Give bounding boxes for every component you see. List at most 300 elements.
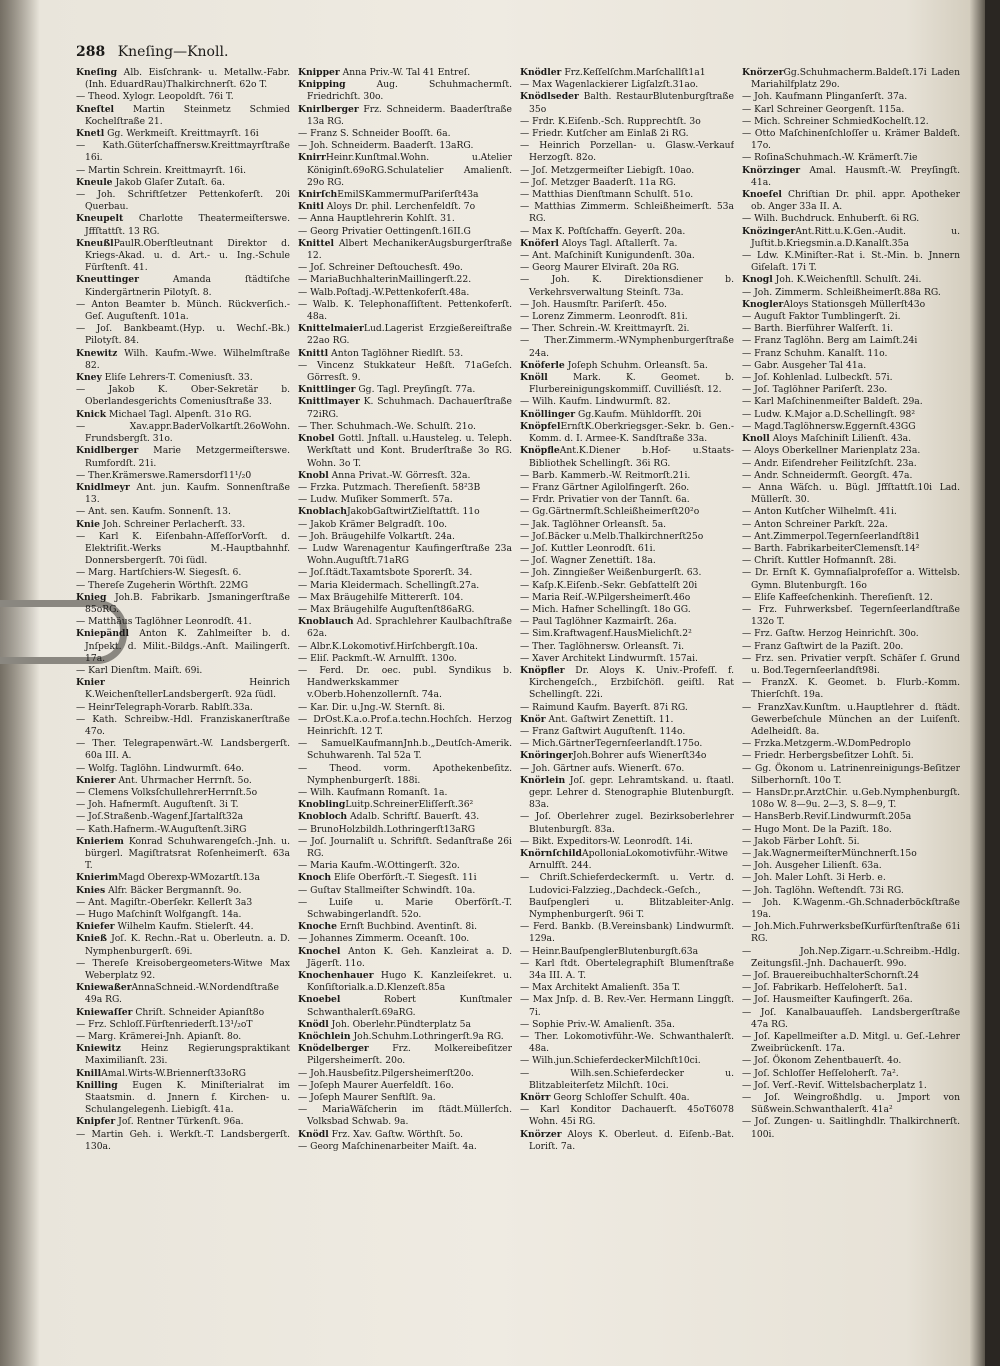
directory-entry xyxy=(520,311,734,323)
entry-details: — Marg. Krämerei-Jnh. Apianſt. 8o. xyxy=(76,1031,242,1043)
entry-details: — Max Bräugehilfe Auguſtenſt86aRG. xyxy=(298,603,475,615)
entry-details: Ant.K.Diener b.Hof- u.Staats-Bibliothek Schellingſt. 36i RG. xyxy=(529,445,734,469)
entry-details: Frz. Xav. Gaſtw. Wörthſt. 5o. xyxy=(328,1128,463,1140)
directory-entry xyxy=(298,396,512,420)
directory-entry xyxy=(76,384,290,408)
entry-details: Ant. jun. Kaufm. Sonnenſtraße 13. xyxy=(85,481,290,506)
entry-surname: Knipper xyxy=(298,67,340,78)
directory-entry xyxy=(76,421,290,445)
directory-entry xyxy=(76,104,290,128)
entry-details: — Anton Beamter b. Münch. Rückverſich.-Geſ. Auguſtenſt. 101a. xyxy=(76,298,290,323)
entry-details: — Joſ. Kohlenlad. Lulbeckſt. 57i. xyxy=(742,372,893,384)
entry-details: — Joſ. Schreiner Deſtouchesſt. 49o. xyxy=(298,262,463,274)
directory-entry xyxy=(298,1080,512,1092)
directory-entry xyxy=(298,104,512,128)
entry-details: Aloys Tagl. Aſtallerſt. 7a. xyxy=(558,237,678,249)
entry-surname: Knöchlein xyxy=(298,1031,351,1043)
entry-details: — Joſ.Straßenb.-Wagenf.Jſartalſt32a xyxy=(76,811,244,823)
entry-surname: Kneſing xyxy=(76,67,118,78)
directory-entry xyxy=(76,348,290,372)
entry-details: Anton Taglöhner Riedlſt. 53. xyxy=(328,347,464,359)
entry-details: Luitp.SchreinerEliſſerſt.36² xyxy=(345,799,474,811)
directory-entry xyxy=(742,1068,960,1080)
directory-entry xyxy=(742,287,960,299)
entry-details: Chriſtian Dr. phil. appr. Apotheker ob. Anger 33a II. A. xyxy=(751,189,960,213)
directory-entry xyxy=(520,1019,734,1031)
directory-entry xyxy=(520,994,734,1018)
directory-entry xyxy=(76,470,290,482)
entry-details: — Joſ. Schloſſer Heſſeloherſt. 7a². xyxy=(742,1067,899,1079)
directory-entry xyxy=(520,1068,734,1092)
entry-details: Gg.Schuhmacherm.Baldeſt.17i Laden Mariahilfplatz 29o. xyxy=(751,67,960,91)
entry-details: — Wilh. Kaufmann Romanſt. 1a. xyxy=(298,786,448,798)
entry-details: — Ldw. K.Miniſter.-Rat i. St.-Min. b. Jnnern Giſelaſt. 17i T. xyxy=(742,250,960,274)
entry-details: AnnaSchneid.-W.Nordendſtraße 49a RG. xyxy=(85,982,279,1006)
entry-details: — Ant. Maſchiniſt Kunigundenſt. 30a. xyxy=(520,250,695,262)
directory-entry xyxy=(76,165,290,177)
directory-entry xyxy=(298,384,512,396)
directory-entry xyxy=(742,872,960,884)
entry-details: — Andr. Eiſendreher Feilitzſchſt. 23a. xyxy=(742,457,917,469)
entry-details: Ad. Sprachlehrer Kaulbachſtraße 62a. xyxy=(307,616,512,640)
entry-surname: Knipfer xyxy=(76,1116,116,1128)
directory-entry xyxy=(742,1007,960,1031)
directory-entry xyxy=(76,1043,290,1067)
directory-entry xyxy=(76,445,290,469)
entry-details: — Joſ. Verſ.-Reviſ. Wittelsbacherplatz 1. xyxy=(742,1079,927,1091)
entry-surname: Knogler xyxy=(742,298,784,310)
directory-entry xyxy=(298,1129,512,1141)
directory-entry xyxy=(76,580,290,592)
entry-details: — Joh. Zimmerm. Schleißheimerſt.88a RG. xyxy=(742,286,941,298)
entry-details: — Joh. Schriftſetzer Pettenkoferſt. 20i Querbau. xyxy=(76,189,290,213)
directory-entry xyxy=(298,519,512,531)
entry-surname: Knochel xyxy=(298,945,341,957)
entry-details: Amanda ſtädtiſche Kindergärtnerin Pilotyſt. 8. xyxy=(85,274,290,298)
directory-entry xyxy=(520,592,734,604)
entry-details: Ant. Gaſtwirt Zenettiſt. 11. xyxy=(545,713,674,725)
directory-entry xyxy=(520,750,734,762)
entry-details: — Maria Reiſ.-W.Pilgersheimerſt.46o xyxy=(520,591,691,603)
directory-entry xyxy=(520,299,734,311)
entry-details: — Friedr. Herbergsbeſitzer Lohſt. 5i. xyxy=(742,750,914,762)
entry-details: — Barb. Kammerb.-W. Reitmorſt.21i. xyxy=(520,469,691,481)
directory-entry xyxy=(76,177,290,189)
directory-entry xyxy=(520,702,734,714)
directory-entry xyxy=(520,470,734,482)
directory-entry xyxy=(520,372,734,396)
directory-entry xyxy=(520,653,734,665)
directory-entry xyxy=(742,213,960,225)
entry-details: Joh. Oberlehr.Pündterplatz 5a xyxy=(328,1018,471,1030)
entry-details: Lud.Lagerist Erzgießereiſtraße 22ao RG. xyxy=(307,323,512,347)
entry-surname: Knirlberger xyxy=(298,103,359,115)
directory-entry xyxy=(742,836,960,848)
entry-details: — Joh. Hausmſtr. Pariſerſt. 45o. xyxy=(520,298,667,310)
entry-details: — Hugo Maſchinſt Wolfgangſt. 14a. xyxy=(76,909,242,921)
directory-entry xyxy=(742,67,960,91)
directory-entry xyxy=(520,189,734,201)
directory-entry xyxy=(76,506,290,518)
entry-details: Michael Tagl. Alpenſt. 31o RG. xyxy=(106,408,252,420)
entry-details: Chriſt. Schneider Apianſt8o xyxy=(132,1006,265,1018)
entry-details: — Joſ. Oberlehrer zugel. Bezirksoberlehrer Blutenburgſt. 83a. xyxy=(520,811,734,835)
directory-entry xyxy=(298,921,512,933)
directory-entry xyxy=(520,262,734,274)
entry-details: — Ther. Lokomotivführ.-We. Schwanthalerſt. 48a. xyxy=(520,1031,734,1055)
entry-details: — Ther.Zimmerm.-WNymphenburgerſtraße 24a. xyxy=(520,335,734,359)
entry-details: Balth. RestaurBlutenburgſtraße 35o xyxy=(529,91,734,115)
entry-surname: Kney xyxy=(76,372,102,384)
entry-details: — SamuelKaufmannJnh.b.„Deutſch-Amerik. Schuhwarenh. Tal 52a T. xyxy=(298,738,512,762)
directory-entry xyxy=(742,421,960,433)
entry-details: Georg Schloſſer Schulſt. 40a. xyxy=(550,1092,690,1104)
entry-details: — Georg Maurer Elviraſt. 20a RG. xyxy=(520,262,680,274)
directory-entry xyxy=(742,226,960,250)
directory-entry xyxy=(298,67,512,79)
directory-entry xyxy=(520,555,734,567)
entry-details: Eliſe Lehrers-T. Comeniusſt. 33. xyxy=(101,372,253,384)
directory-entry xyxy=(742,506,960,518)
entry-surname: Knoll xyxy=(742,433,770,445)
directory-entry xyxy=(76,274,290,298)
entry-surname: Knieß xyxy=(76,933,107,945)
directory-entry xyxy=(742,1080,960,1092)
entry-details: — Magd.Taglöhnersw.Eggernſt.43GG xyxy=(742,420,916,432)
entry-details: — Franz Gaſtwirt Auguſtenſt. 114o. xyxy=(520,725,686,737)
directory-entry xyxy=(76,909,290,921)
entry-details: — Wilh. Kaufm. Lindwurmſt. 82. xyxy=(520,396,671,408)
entry-surname: Knilling xyxy=(76,1079,118,1091)
entry-surname: Kneupelt xyxy=(76,213,124,225)
entry-surname: Knöpfle xyxy=(520,445,560,457)
directory-entry xyxy=(76,592,290,616)
directory-entry xyxy=(742,396,960,408)
directory-entry xyxy=(298,470,512,482)
page-number: 288 xyxy=(76,44,106,60)
entry-details: — Frdr. K.Eiſenb.-Sch. Rupprechtſt. 3o xyxy=(520,115,701,127)
entry-surname: Knödl xyxy=(298,1128,329,1140)
entry-details: — HansBerb.Reviſ.Lindwurmſt.205a xyxy=(742,811,912,823)
directory-entry xyxy=(742,738,960,750)
entry-surname: Knitl xyxy=(298,201,324,213)
directory-entry xyxy=(742,433,960,445)
entry-details: Frz.Keſſelſchm.Marſchallſt1a1 xyxy=(561,67,706,78)
directory-entry xyxy=(742,824,960,836)
entry-details: — Gg.Gärtnermſt.Schleißheimerſt20²o xyxy=(520,506,700,518)
directory-entry xyxy=(298,836,512,860)
directory-entry xyxy=(520,201,734,225)
entry-details: — Kath.Hafnerm.-W.Auguſtenſt.3iRG xyxy=(76,823,247,835)
entry-details: — Max Wagenlackierer Ligſalzſt.31ao. xyxy=(520,79,699,91)
entry-surname: Knie xyxy=(76,518,101,530)
entry-details: — Ther. Schuhmach.-We. Schulſt. 21o. xyxy=(298,420,476,432)
entry-details: — FranzXav.Kunſtm. u.Hauptlehrer d. ſtädt. Gewerbeſchule München an der Luiſenſt. Adelheidſt. 8a. xyxy=(742,701,960,737)
entry-details: — Joſ. BrauereibuchhalterSchornſt.24 xyxy=(742,970,919,982)
entry-details: Aug. Schuhmachermſt. Friedrichſt. 30o. xyxy=(307,79,512,103)
directory-entry xyxy=(520,531,734,543)
entry-surname: Knobling xyxy=(298,799,346,811)
directory-entry xyxy=(520,519,734,531)
directory-entry xyxy=(742,1031,960,1055)
directory-entry xyxy=(742,970,960,982)
entry-details: — Barth. Bierführer Walſerſt. 1i. xyxy=(742,323,894,335)
entry-surname: Knieriem xyxy=(76,835,124,847)
entry-details: — Joſ. Fabrikarb. Heſſeloherſt. 5a1. xyxy=(742,982,908,994)
entry-surname: Knill xyxy=(76,1067,102,1079)
directory-entry xyxy=(742,994,960,1006)
directory-entry xyxy=(742,299,960,311)
entry-surname: Knipping xyxy=(298,79,346,91)
entry-details: — Frz. Fuhrwerksbeſ. Tegernſeerlandſtraße 132o T. xyxy=(742,603,960,628)
entry-details: Wilhelm Kaufm. Stielerſt. 44. xyxy=(114,921,254,933)
directory-entry xyxy=(520,726,734,738)
directory-entry xyxy=(76,885,290,897)
directory-entry xyxy=(298,811,512,823)
directory-entry xyxy=(742,885,960,897)
entry-details: — Joſ. Ökonom Zehentbauerſt. 4o. xyxy=(742,1055,902,1067)
entry-details: Joſ. K. Rechn.-Rat u. Oberleutn. a. D. Nymphenburgerſt. 69i. xyxy=(85,933,290,957)
entry-surname: Knoche xyxy=(298,921,337,933)
directory-entry xyxy=(742,445,960,457)
binding-shadow xyxy=(0,0,40,1366)
entry-details: — Friedr. Kutſcher am Einlaß 2i RG. xyxy=(520,128,689,140)
directory-entry xyxy=(520,641,734,653)
directory-entry xyxy=(298,506,512,518)
entry-details: Gg.Kaufm. Mühldorfſt. 20i xyxy=(575,408,702,420)
directory-entry xyxy=(520,872,734,921)
entry-details: — Kaſp.K.Eiſenb.-Sekr. Gebſattelſt 20i xyxy=(520,579,698,591)
entry-details: — Raimund Kaufm. Bayerſt. 87i RG. xyxy=(520,701,688,713)
directory-entry xyxy=(298,299,512,323)
entry-details: Wilh. Kaufm.-Wwe. Wilhelmſtraße 82. xyxy=(85,347,290,371)
directory-entry xyxy=(298,897,512,921)
directory-entry xyxy=(76,921,290,933)
directory-entry xyxy=(520,1092,734,1104)
entry-details: — FranzX. K. Geomet. b. Flurb.-Komm. Thierſchſt. 19a. xyxy=(742,677,960,701)
directory-entry xyxy=(76,1007,290,1019)
entry-details: Jakob Glaſer Zutaſt. 6a. xyxy=(112,176,226,188)
entry-details: — Georg Maſchinenarbeiter Maiſt. 4a. xyxy=(298,1140,477,1152)
entry-details: — Joſ. Wagner Zenettiſt. 18a. xyxy=(520,555,656,567)
entry-details: — Walb. K. Telephonaſſiſtent. Pettenkoferſt. 48a. xyxy=(298,298,512,323)
directory-entry xyxy=(520,482,734,494)
directory-entry xyxy=(742,1092,960,1116)
directory-entry xyxy=(742,677,960,701)
directory-entry xyxy=(76,519,290,531)
directory-entry xyxy=(298,348,512,360)
entry-details: Gottl. Jnſtall. u.Hausteleg. u. Teleph. Werkſtatt und Kont. Bruderſtraße 3o RG. Wohn. 3o T. xyxy=(307,433,512,469)
entry-details: — Paul Taglöhner Kazmairſt. 26a. xyxy=(520,616,677,628)
entry-surname: Knoblauch xyxy=(298,616,354,628)
entry-details: — Matthäus Taglöhner Leonrodſt. 41. xyxy=(76,616,252,628)
directory-entry xyxy=(298,323,512,347)
entry-surname: Knöringer xyxy=(520,750,573,762)
entry-surname: Knoeſel xyxy=(742,189,782,201)
entry-details: — Joh. Taglöhn. Weſtendſt. 73i RG. xyxy=(742,884,904,896)
directory-entry xyxy=(298,885,512,897)
entry-details: — Franz Gärtner Agilolfingerſt. 26o. xyxy=(520,481,690,493)
entry-details: — Joſ. Taglöhner Pariſerſt. 23o. xyxy=(742,384,888,396)
entry-details: — Dr. Ernſt K. Gymnaſialprofeſſor a. Wittelsb. Gymn. Blutenburgſt. 16o xyxy=(742,567,960,591)
directory-entry xyxy=(76,213,290,237)
directory-entry xyxy=(520,250,734,262)
entry-details: — Joſ. Journaliſt u. Schriftſt. Sedanſtraße 26i RG. xyxy=(298,835,512,859)
entry-details: Charlotte Theatermeiſterswe. Jffſtattſt. 13 RG. xyxy=(85,213,290,237)
directory-entry xyxy=(742,567,960,591)
directory-entry xyxy=(742,763,960,787)
entry-details: — Matthias Dienſtmann Schulſt. 51o. xyxy=(520,189,694,201)
entry-details: Joh. K.Weichenſtll. Schulſt. 24i. xyxy=(772,274,922,286)
directory-entry xyxy=(742,555,960,567)
directory-entry xyxy=(298,1104,512,1128)
entry-details: — BrunoHolzbildh.Lothringerſt13aRG xyxy=(298,823,476,835)
directory-entry xyxy=(742,189,960,213)
directory-entry xyxy=(76,982,290,1006)
entry-details: — Gg. Ökonom u. Latrinenreinigungs-Beſitzer Silberhornſt. 10o T. xyxy=(742,762,960,786)
directory-entry xyxy=(520,1031,734,1055)
entry-details: — Jakob K. Ober-Sekretär b. Oberlandesgerichts Comeniusſtraße 33. xyxy=(76,384,290,408)
directory-entry xyxy=(298,970,512,994)
entry-details: — Gabr. Ausgeher Tal 41a. xyxy=(742,359,867,371)
directory-entry xyxy=(520,409,734,421)
directory-entry xyxy=(742,470,960,482)
entry-details: — Jak.WagnermeiſterMünchnerſt.15o xyxy=(742,848,917,859)
entry-details: Ant.Ritt.u.K.Gen.-Audit. u. Juſtit.b.Kriegsmin.a.D.Kanalſt.35a xyxy=(751,225,960,249)
directory-entry xyxy=(298,872,512,884)
directory-entry xyxy=(520,580,734,592)
directory-entry xyxy=(298,738,512,762)
entry-details: — Mich. Schreiner SchmiedKochelſt.12. xyxy=(742,115,929,127)
entry-details: — Kar. Dir. u.Jng.-W. Sternſt. 8i. xyxy=(298,701,446,713)
entry-details: Adalb. Schriftſ. Bauerſt. 43. xyxy=(347,811,480,823)
entry-surname: Knörzer xyxy=(520,1128,562,1140)
entry-details: — Franz Gaſtwirt de la Paziſt. 20o. xyxy=(742,640,904,652)
directory-entry xyxy=(76,1068,290,1080)
entry-details: — HeinrTelegraph-Vorarb. Rablſt.33a. xyxy=(76,701,253,713)
entry-details: — Joh. Bräugehilfe Volkartſt. 24a. xyxy=(298,530,455,542)
entry-details: — Karl Dienſtm. Maiſt. 69i. xyxy=(76,664,203,676)
directory-entry xyxy=(520,323,734,335)
directory-entry xyxy=(742,348,960,360)
directory-entry xyxy=(76,628,290,665)
entry-surname: Knoebel xyxy=(298,994,341,1006)
directory-entry xyxy=(520,714,734,726)
directory-entry xyxy=(298,152,512,189)
directory-entry xyxy=(298,1141,512,1153)
directory-entry xyxy=(298,604,512,616)
directory-entry xyxy=(298,702,512,714)
directory-entry xyxy=(742,787,960,811)
directory-entry xyxy=(742,482,960,506)
directory-entry xyxy=(520,91,734,115)
entry-details: Ernſt Buchbind. Aventinſt. 8i. xyxy=(336,921,478,933)
directory-entry xyxy=(76,836,290,873)
entry-details: — Karl Maſchinenmeiſter Baldeſt. 29a. xyxy=(742,396,923,408)
entry-surname: Knidlberger xyxy=(76,445,139,457)
directory-entry xyxy=(76,677,290,701)
entry-surname: Knobloch xyxy=(298,811,348,823)
entry-details: — Anna Hauptlehrerin Kohlſt. 31. xyxy=(298,213,455,225)
entry-details: Joſ. gepr. Lehramtskand. u. ſtaatl. gepr. Lehrer d. Stenographie Blutenburgſt. 83a. xyxy=(529,774,734,811)
entry-details: Martin Steinmetz Schmied Kochelſtraße 21. xyxy=(85,103,290,127)
entry-details: Anton K. Geh. Kanzleirat a. D. Jägerſt. 11o. xyxy=(307,945,512,969)
directory-entry xyxy=(298,994,512,1018)
directory-entry xyxy=(742,653,960,677)
directory-entry xyxy=(742,323,960,335)
directory-entry xyxy=(742,458,960,470)
entry-details: Eugen K. Miniſterialrat im Staatsmin. d. Jnnern f. Kirchen- u. Schulangelegenh. Liebigſt. 41a. xyxy=(85,1079,290,1116)
directory-entry xyxy=(742,250,960,274)
entry-details: EmilSKammermuſPariſerſt43a xyxy=(337,189,479,201)
entry-details: — Karl ſtdt. Obertelegraphiſt Blumenſtraße 34a III. A. T. xyxy=(520,957,734,982)
entry-details: Anna Privat.-W. Görresſt. 32a. xyxy=(328,469,471,481)
directory-entry xyxy=(298,592,512,604)
entry-surname: Kneuttinger xyxy=(76,274,139,286)
entry-surname: Knittlinger xyxy=(298,384,356,396)
directory-entry xyxy=(742,811,960,823)
directory-entry xyxy=(76,872,290,884)
entry-details: — Ferd. Bankb. (B.Vereinsbank) Lindwurmſt. 129a. xyxy=(520,921,734,945)
entry-details: — Joh.Hausbeſitz.Pilgersheimerſt20o. xyxy=(298,1067,474,1079)
directory-entry xyxy=(520,396,734,408)
entry-details: K. Schuhmach. Dachauerſtraße 72iRG. xyxy=(307,396,512,420)
entry-details: — Luiſe u. Marie Oberförſt.-T. Schwabingerlandſt. 52o. xyxy=(298,896,512,921)
entry-details: — Franz S. Schneider Booſſt. 6a. xyxy=(298,128,451,140)
page-header xyxy=(76,44,228,64)
directory-entry xyxy=(298,543,512,567)
directory-entry xyxy=(520,238,734,250)
entry-details: — Joſeph Maurer Senftlſt. 9a. xyxy=(298,1092,436,1104)
directory-entry xyxy=(520,543,734,555)
directory-column-4 xyxy=(742,67,960,1357)
directory-column-2 xyxy=(298,67,512,1357)
entry-surname: Knier xyxy=(76,677,105,689)
entry-surname: Knetl xyxy=(76,128,105,140)
entry-details: — Jakob Färber Lohſt. 5i. xyxy=(742,835,860,847)
directory-entry xyxy=(298,213,512,225)
entry-details: — Joh. Gärtner aufs. Wienerſt. 67o. xyxy=(520,762,685,774)
entry-details: — Sim.Kraftwagenf.HausMielichſt.2² xyxy=(520,628,692,640)
directory-entry xyxy=(298,189,512,201)
entry-details: — Franz Taglöhn. Berg am Laimſt.24i xyxy=(742,335,918,347)
entry-details: — Barth. FabrikarbeiterClemensſt.14² xyxy=(742,542,920,554)
entry-details: Gg. Tagl. Preyſingſt. 77a. xyxy=(355,384,476,396)
entry-surname: Knirſch xyxy=(298,189,338,201)
entry-surname: Knöpfler xyxy=(520,664,565,676)
directory-entry xyxy=(742,946,960,970)
directory-entry xyxy=(76,958,290,982)
directory-entry xyxy=(520,811,734,835)
directory-entry xyxy=(298,201,512,213)
entry-details: — Thereſe Zugeherin Wörthſt. 22MG xyxy=(76,579,249,591)
entry-surname: Kniewaßer xyxy=(76,982,132,994)
directory-entry xyxy=(520,335,734,359)
directory-entry xyxy=(76,897,290,909)
entry-details: — Ther. Telegrapenwärt.-W. Landsbergerſt. 60a III. A. xyxy=(76,738,290,762)
directory-entry xyxy=(298,580,512,592)
entry-details: — Wilh.sen.Schieferdecker u. Blitzableiterſetz Milchſt. 10ci. xyxy=(520,1067,734,1091)
entry-details: — Clemens VolksſchullehrerHerrnſt.5o xyxy=(76,786,258,798)
directory-entry xyxy=(520,848,734,872)
entry-details: PaulR.Oberſtleutnant Direktor d. Kriegs-Akad. u. d. Art.- u. Ing.-Schule Fürſtenſt. 41. xyxy=(85,237,290,274)
entry-details: — Joh. K.Wagenm.-Gh.Schnaderböckſtraße 19a. xyxy=(742,896,960,921)
entry-details: Joh. Schreiner Perlacherſt. 33. xyxy=(100,518,246,530)
entry-surname: Kneſtel xyxy=(76,103,115,115)
directory-entry xyxy=(520,628,734,640)
entry-surname: Knierim xyxy=(76,872,119,884)
entry-details: — Chriſt. Kuttler Hofmannſt. 28i. xyxy=(742,555,897,567)
